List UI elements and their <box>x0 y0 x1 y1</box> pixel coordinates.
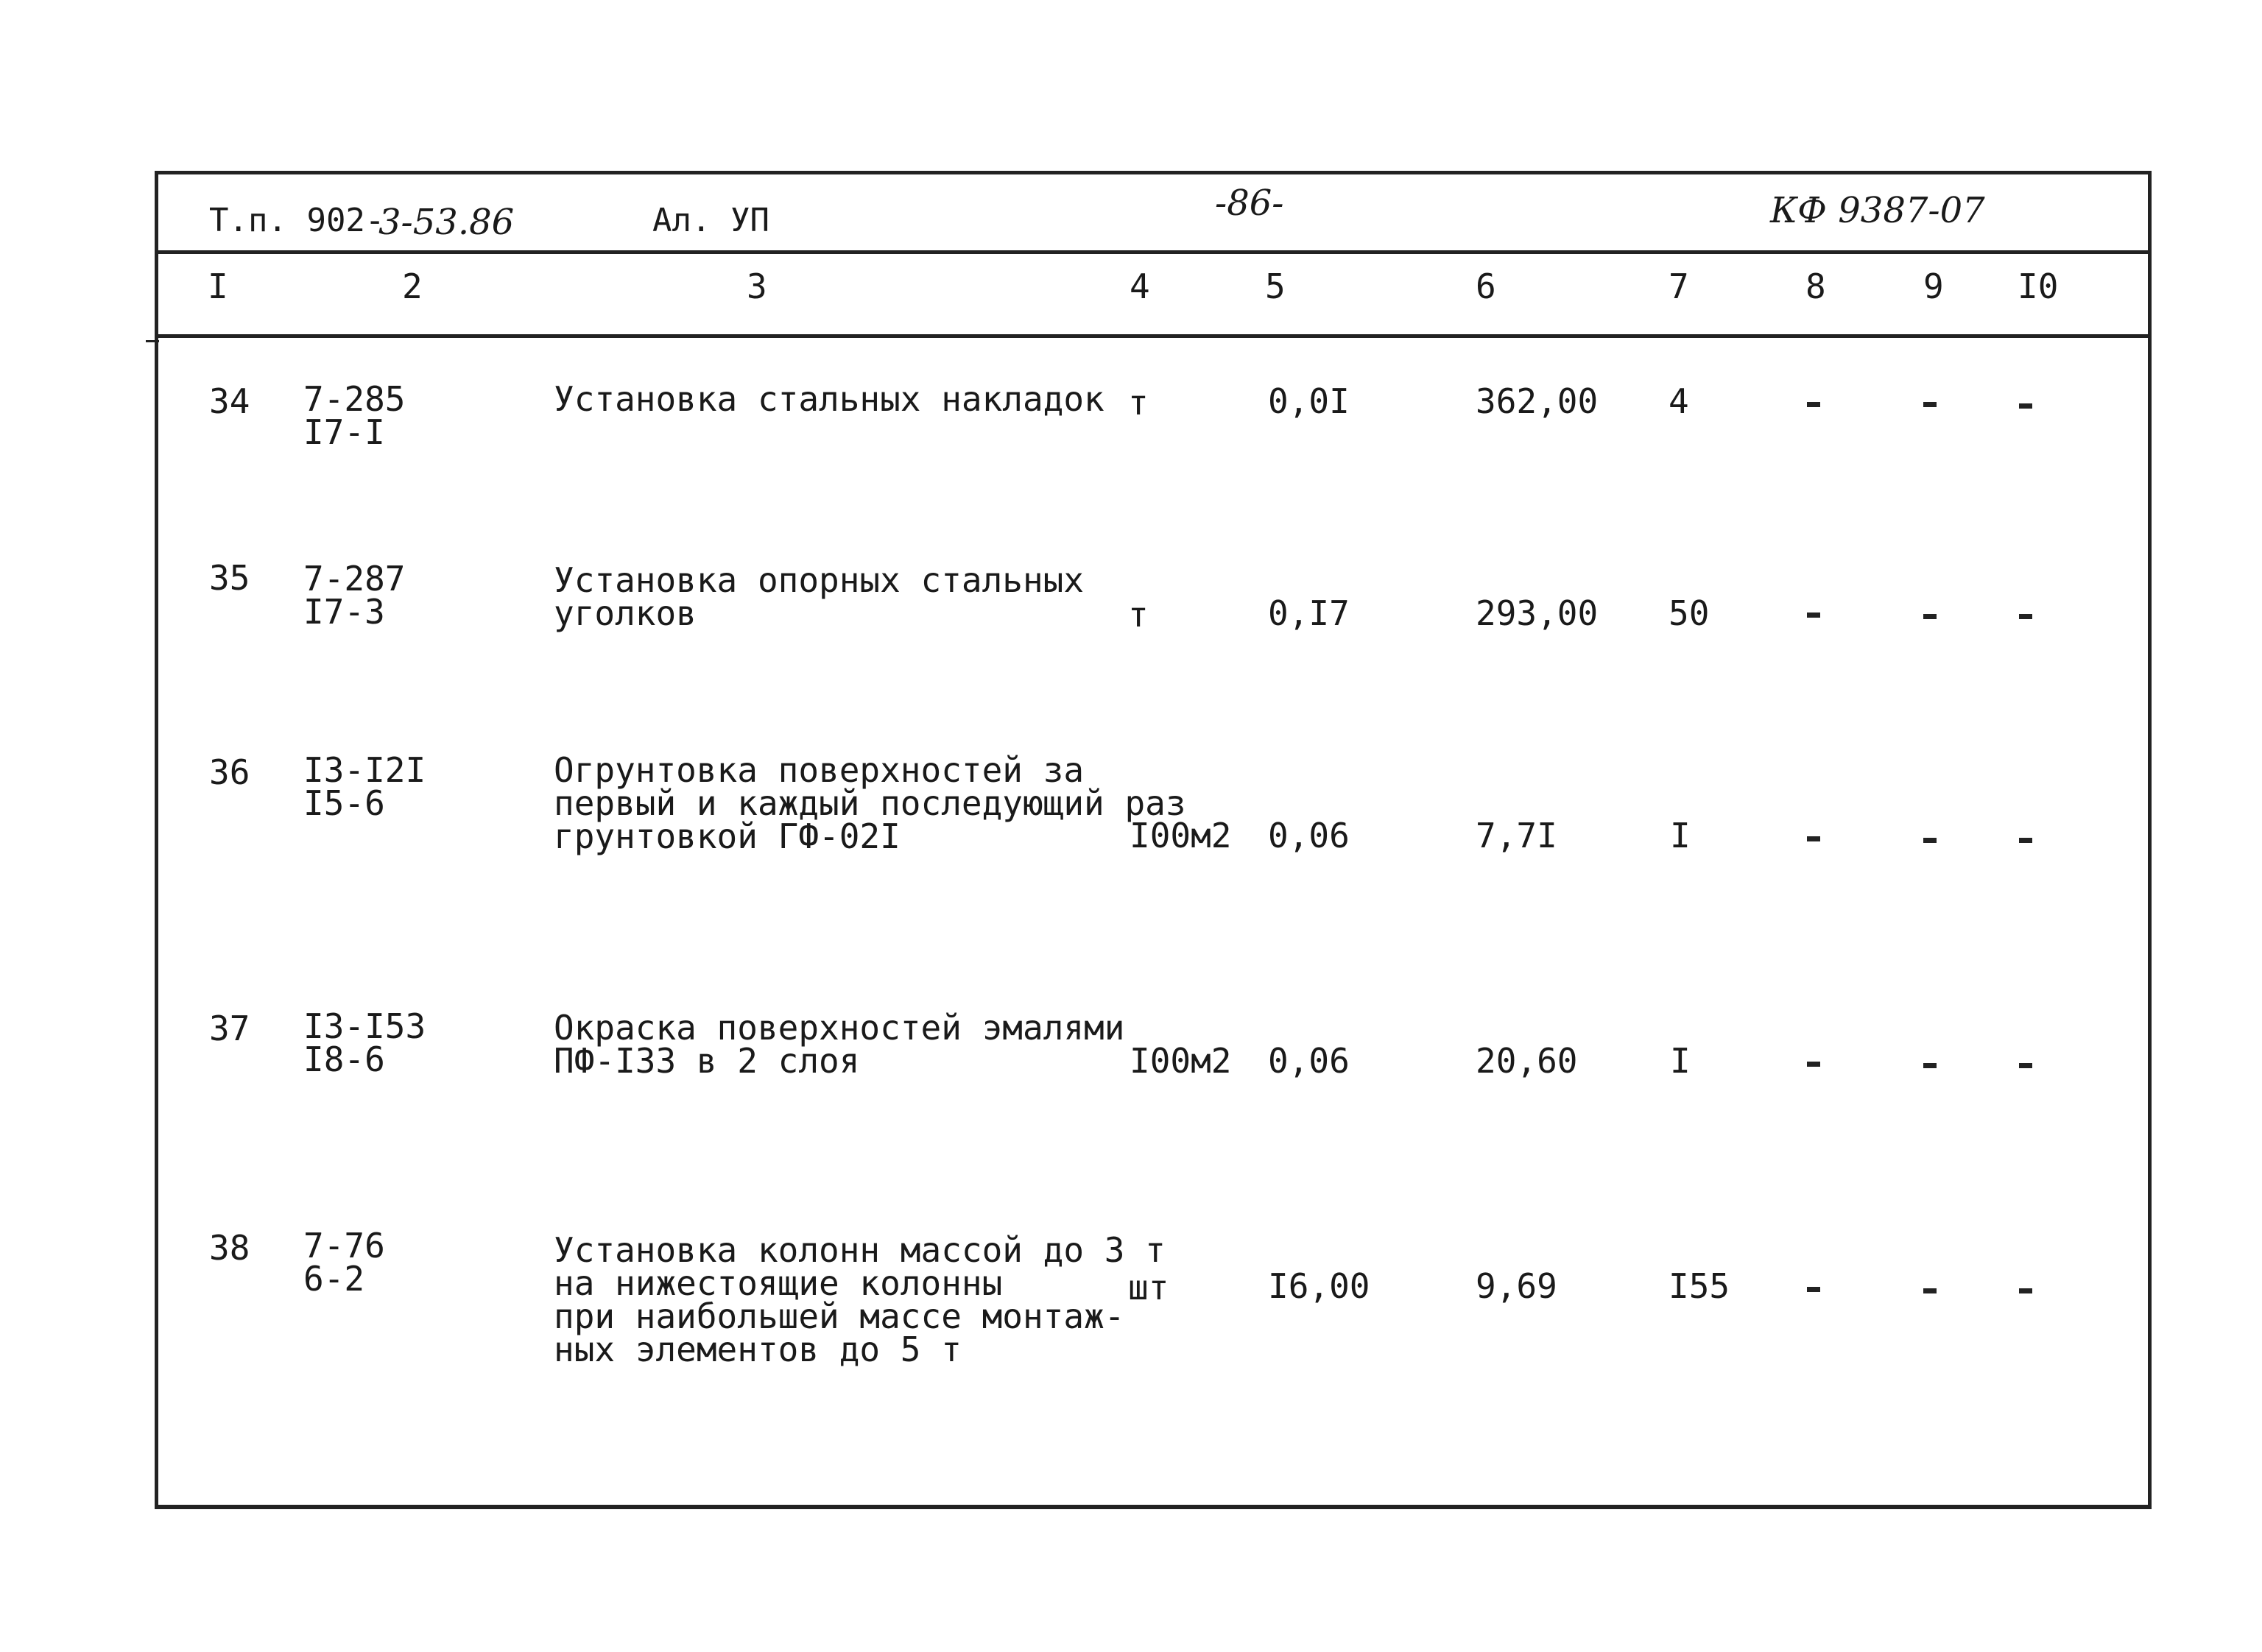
unit-price: 7,7I <box>1476 816 1557 855</box>
unit: т <box>1128 383 1149 423</box>
quantity: 0,0I <box>1268 381 1350 421</box>
norm-code: I3-I2I I5-6 <box>303 750 426 823</box>
col7-value: 4 <box>1669 381 1689 421</box>
work-name: Установка опорных стальных уголков <box>554 560 1085 633</box>
column-header-divider <box>155 334 2152 338</box>
col-header-9: 9 <box>1923 266 1944 306</box>
col8-dash <box>1807 402 1820 407</box>
unit: I00м2 <box>1130 1041 1232 1081</box>
row-number: 37 <box>209 1009 250 1048</box>
col-header-8: 8 <box>1805 266 1826 306</box>
col8-dash <box>1807 836 1820 841</box>
unit-price: 362,00 <box>1476 381 1599 421</box>
work-name: Установка колонн массой до 3 т на нижестоящие колонны при наибольшей массе монтаж- ных элементов до 5 т <box>554 1230 1166 1369</box>
col10-dash <box>2019 1288 2032 1293</box>
quantity: 0,06 <box>1268 1041 1350 1081</box>
col-header-10: I0 <box>2018 266 2059 306</box>
norm-code: 7-287 I7-3 <box>303 559 406 632</box>
col8-dash <box>1807 1062 1820 1067</box>
row-number: 35 <box>209 558 250 598</box>
col-header-3: 3 <box>747 266 767 306</box>
col10-dash <box>2019 1063 2032 1068</box>
col-header-5: 5 <box>1265 266 1286 306</box>
quantity: 0,I7 <box>1268 593 1350 633</box>
col7-value: 50 <box>1669 593 1710 633</box>
col9-dash <box>1923 1063 1937 1068</box>
col8-dash <box>1807 1287 1820 1292</box>
col9-dash <box>1923 614 1937 619</box>
col9-dash <box>1923 402 1937 407</box>
work-name: Окраска поверхностей эмалями ПФ-I33 в 2 слоя <box>554 1008 1125 1081</box>
col8-dash <box>1807 613 1820 618</box>
col7-value: I <box>1670 816 1691 855</box>
norm-code: I3-I53 I8-6 <box>303 1006 426 1079</box>
col7-value: I <box>1670 1041 1691 1081</box>
doc-series-handwritten: 3-53.86 <box>378 202 515 243</box>
unit: шт <box>1128 1268 1169 1307</box>
work-name: Установка стальных накладок <box>554 379 1104 419</box>
col10-dash <box>2019 838 2032 843</box>
unit-price: 20,60 <box>1476 1041 1578 1081</box>
header-divider <box>155 250 2152 254</box>
unit: т <box>1128 595 1149 635</box>
col-header-7: 7 <box>1669 266 1689 306</box>
norm-code: 7-76 6-2 <box>303 1226 385 1299</box>
page-number: -86- <box>1215 183 1284 224</box>
album-label: Ал. УП <box>652 202 769 239</box>
col10-dash <box>2019 403 2032 409</box>
norm-code: 7-285 I7-I <box>303 379 406 452</box>
document-code: КФ 9387-07 <box>1770 190 1985 231</box>
row-number: 34 <box>209 381 250 421</box>
margin-tick <box>146 340 159 342</box>
col-header-6: 6 <box>1476 266 1496 306</box>
quantity: 0,06 <box>1268 816 1350 855</box>
col9-dash <box>1923 838 1937 843</box>
col9-dash <box>1923 1288 1937 1293</box>
row-number: 38 <box>209 1228 250 1268</box>
unit-price: 293,00 <box>1476 593 1599 633</box>
col10-dash <box>2019 614 2032 619</box>
col7-value: I55 <box>1669 1266 1730 1306</box>
doc-series-prefix: Т.п. 902- <box>209 202 385 239</box>
quantity: I6,00 <box>1268 1266 1370 1306</box>
unit-price: 9,69 <box>1476 1266 1557 1306</box>
work-name: Огрунтовка поверхностей за первый и каждый последующий раз грунтовкой ГФ-02I <box>554 750 1186 856</box>
unit: I00м2 <box>1130 816 1232 855</box>
col-header-4: 4 <box>1130 266 1150 306</box>
col-header-2: 2 <box>402 266 423 306</box>
row-number: 36 <box>209 752 250 792</box>
col-header-1: I <box>208 266 228 306</box>
